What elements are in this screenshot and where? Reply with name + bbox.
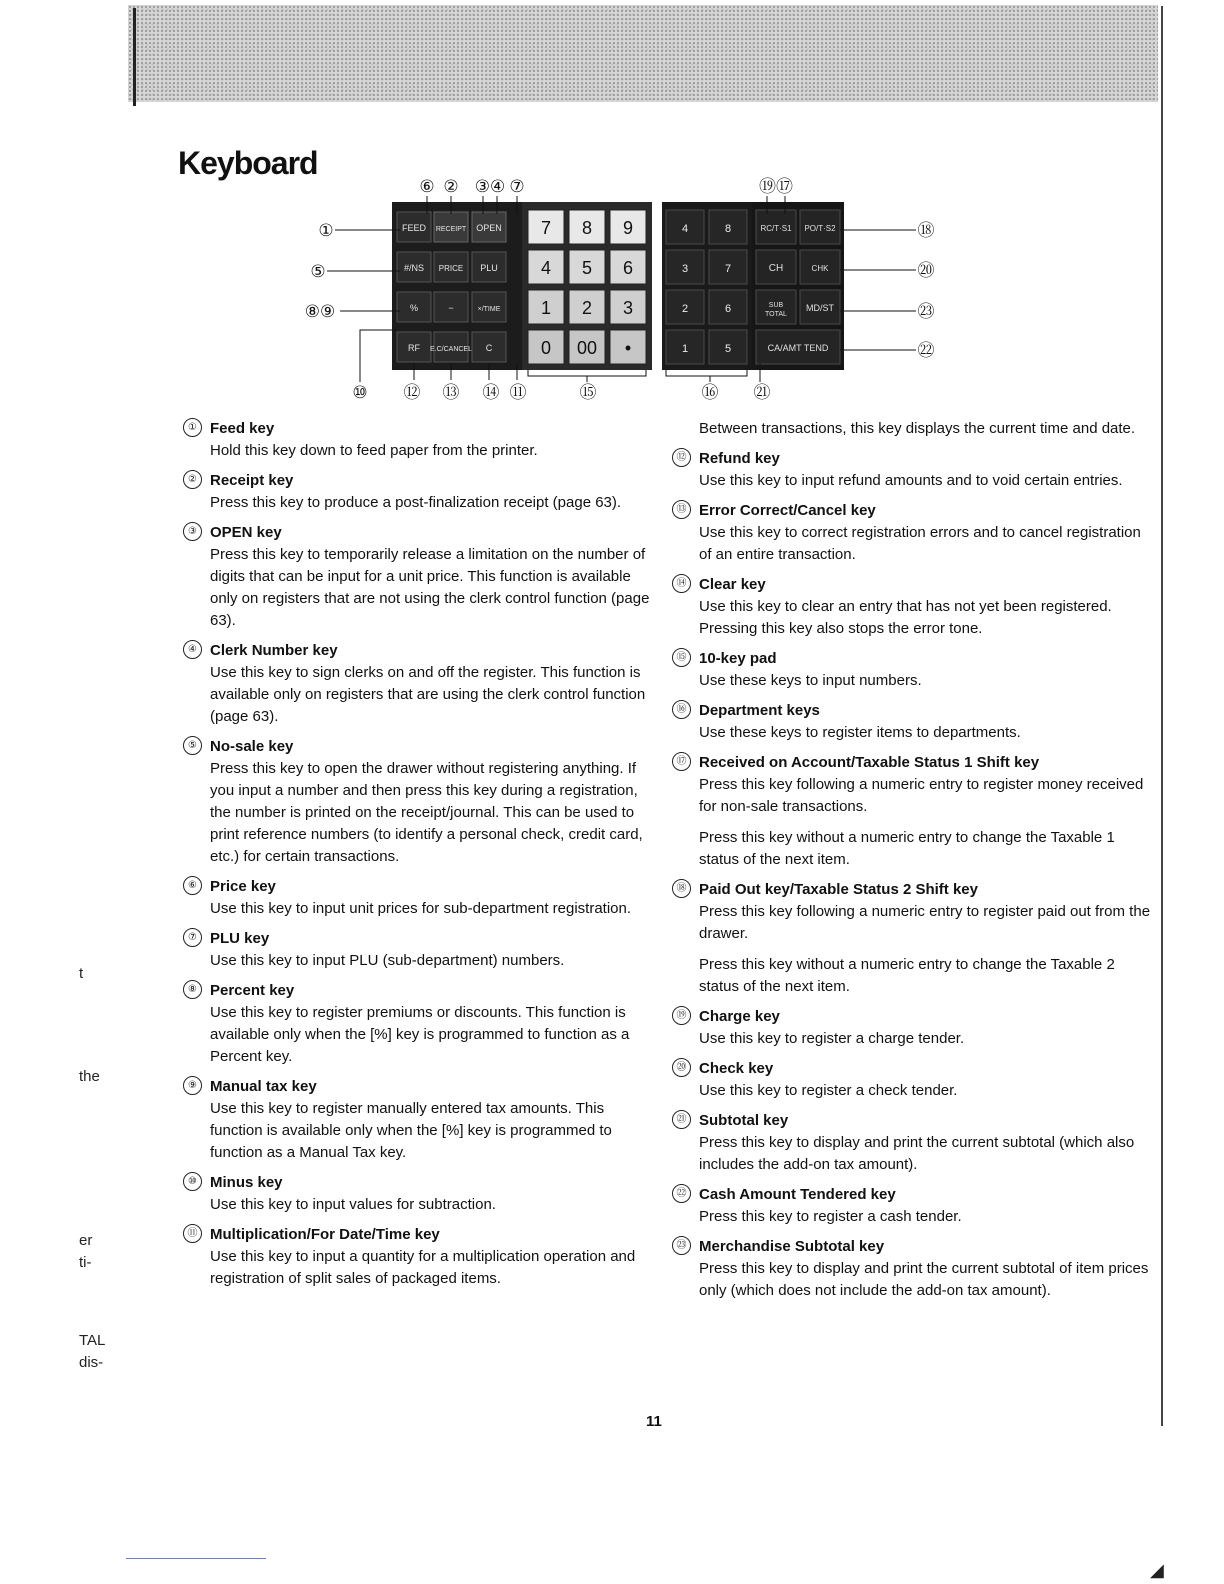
callout-6: ⑥ <box>419 177 435 196</box>
callout-23: ㉓ <box>917 302 935 321</box>
item-description: Use this key to input PLU (sub-department) numbers. <box>210 952 565 969</box>
key-item-department <box>672 700 1152 744</box>
item-title: No-sale key <box>210 738 294 755</box>
margin-fragment: TAL <box>79 1332 106 1349</box>
subtotal-key-label: SUB <box>768 302 784 309</box>
page-number: 11 <box>646 1413 662 1430</box>
key-descriptions-right <box>672 418 1152 1310</box>
item-title: Cash Amount Tendered key <box>699 1186 896 1203</box>
key-item-paid-out <box>672 879 1152 998</box>
key-item-feed <box>183 418 653 462</box>
open-key-label: OPEN <box>476 223 502 233</box>
dept-key-1-label: 1 <box>681 343 689 355</box>
item-description: Use this key to input unit prices for sub-department registration. <box>210 900 632 917</box>
margin-fragment: t <box>79 965 84 982</box>
item-description: Use these keys to register items to departments. <box>699 724 1021 741</box>
item-number-badge: ⑧ <box>183 980 202 999</box>
callout-7: ⑦ <box>509 177 525 196</box>
feed-key-label: FEED <box>401 223 427 233</box>
item-title: Manual tax key <box>210 1078 317 1095</box>
item-description: Use this key to correct registration errors and to cancel registration of an entire transaction. <box>699 524 1141 563</box>
callout-12: ⑫ <box>403 383 421 402</box>
item-title: Minus key <box>210 1174 283 1191</box>
ten-key-0-label: 0 <box>540 338 552 358</box>
ten-key-8-label: 8 <box>581 218 593 238</box>
key-item-subtotal <box>672 1110 1152 1176</box>
page-title: Keyboard <box>178 145 318 181</box>
clear-key-label: C <box>485 343 493 353</box>
item-title: 10-key pad <box>699 650 777 667</box>
key-item-charge <box>672 1006 1152 1050</box>
callout-3-4: ③④ <box>474 177 506 196</box>
item-title: Percent key <box>210 982 295 999</box>
callout-13: ⑬ <box>442 383 460 402</box>
item-title: Received on Account/Taxable Status 1 Shift key <box>699 754 1040 771</box>
item-title: Receipt key <box>210 472 294 489</box>
item-description: Use this key to register premiums or discounts. This function is available only when the [%] key is programmed to function as a Percent key. <box>210 1004 630 1065</box>
item-description: Press this key without a numeric entry to change the Taxable 2 status of the next item. <box>699 956 1115 995</box>
footer-rule <box>126 1558 266 1559</box>
item-description: Use this key to input values for subtraction. <box>210 1196 496 1213</box>
callout-16: ⑯ <box>701 383 719 402</box>
item-description: Use this key to input a quantity for a multiplication operation and registration of split sales of packaged items. <box>210 1248 636 1287</box>
callout-20: ⑳ <box>917 261 935 280</box>
minus-key-label: − <box>448 303 454 313</box>
right-margin-rule <box>1161 6 1163 1426</box>
item-description: Press this key to display and print the current subtotal of item prices only (which does not include the add-on tax amount). <box>699 1260 1149 1299</box>
item-number-badge: ⑰ <box>672 752 691 771</box>
dept-key-6-label: 6 <box>724 303 732 315</box>
item-number-badge: ㉒ <box>672 1184 691 1203</box>
item-description: Use this key to register a check tender. <box>699 1082 958 1099</box>
item-title: Paid Out key/Taxable Status 2 Shift key <box>699 881 978 898</box>
charge-key-label: CH <box>768 263 784 274</box>
dept-key-7-label: 7 <box>724 263 732 275</box>
callout-5: ⑤ <box>310 262 326 281</box>
item-number-badge: ⑪ <box>183 1224 202 1243</box>
key-item-minus <box>183 1172 653 1216</box>
callout-8-9: ⑧⑨ <box>304 302 336 321</box>
item-number-badge: ⑲ <box>672 1006 691 1025</box>
item-number-badge: ⑩ <box>183 1172 202 1191</box>
item-number-badge: ④ <box>183 640 202 659</box>
margin-fragment: dis- <box>79 1354 104 1371</box>
ten-key-9-label: 9 <box>622 218 634 238</box>
corner-mark: ◢ <box>1150 1560 1164 1580</box>
ten-key-6-label: 6 <box>622 258 634 278</box>
error-correct-key-label: E.C/CANCEL <box>429 346 473 353</box>
item-title: Check key <box>699 1060 774 1077</box>
paid-out-key-label: PO/T·S2 <box>804 224 836 233</box>
item-description: Press this key to display and print the current subtotal (which also includes the add-on tax amount). <box>699 1134 1135 1173</box>
dept-key-2-label: 2 <box>681 303 689 315</box>
key-item-cash-amount-tendered <box>672 1184 1152 1228</box>
item-title: Price key <box>210 878 276 895</box>
callout-2: ② <box>443 177 459 196</box>
item-number-badge: ⑮ <box>672 648 691 667</box>
item-number-badge: ㉓ <box>672 1236 691 1255</box>
key-item-check <box>672 1058 1152 1102</box>
callout-14: ⑭ <box>482 383 500 402</box>
ten-key-dot-label: • <box>624 338 632 358</box>
ten-key-7-label: 7 <box>540 218 552 238</box>
item-11-continued-text: Between transactions, this key displays the current time and date. <box>699 420 1136 437</box>
item-description: Press this key to open the drawer without registering anything. If you input a number and then press this key during a registration, the number is printed on the receipt/journal. This can be used to print reference numbers (to identify a personal check, credit card, etc.) for certain transactions. <box>210 760 643 865</box>
item-title: Multiplication/For Date/Time key <box>210 1226 440 1243</box>
item-number-badge: ⑳ <box>672 1058 691 1077</box>
item-title: Merchandise Subtotal key <box>699 1238 885 1255</box>
item-description: Use this key to input refund amounts and to void certain entries. <box>699 472 1123 489</box>
item-number-badge: ① <box>183 418 202 437</box>
item-title: Refund key <box>699 450 780 467</box>
key-item-percent <box>183 980 653 1068</box>
bracket-departments <box>666 370 747 376</box>
callout-1: ① <box>318 221 334 240</box>
item-number-badge: ⑱ <box>672 879 691 898</box>
item-description: Use this key to sign clerks on and off the register. This function is available only on registers that are using the clerk control function (page 63). <box>210 664 646 725</box>
item-description: Press this key without a numeric entry to change the Taxable 1 status of the next item. <box>699 829 1115 868</box>
ten-key-00-label: 00 <box>576 338 598 358</box>
ten-key-5-label: 5 <box>581 258 593 278</box>
item-number-badge: ㉑ <box>672 1110 691 1129</box>
item-number-badge: ⑯ <box>672 700 691 719</box>
key-descriptions-left <box>183 418 653 1298</box>
key-item-merchandise-subtotal <box>672 1236 1152 1302</box>
key-item-plu <box>183 928 653 972</box>
callout-11: ⑪ <box>509 383 527 402</box>
leader-line-10 <box>360 330 396 382</box>
receipt-key-label: RECEIPT <box>435 226 467 233</box>
callout-19-17: ⑲⑰ <box>759 177 793 196</box>
item-number-badge: ⑥ <box>183 876 202 895</box>
item-description: Press this key following a numeric entry to register paid out from the drawer. <box>699 903 1151 942</box>
multiplication-key-label: ×/TIME <box>477 306 501 313</box>
received-on-account-key-label: RC/T·S1 <box>760 224 792 233</box>
dept-key-5-label: 5 <box>724 343 732 355</box>
item-title: Clerk Number key <box>210 642 338 659</box>
ten-key-3-label: 3 <box>622 298 634 318</box>
callout-15: ⑮ <box>579 383 597 402</box>
item-description: Press this key to temporarily release a limitation on the number of digits that can be input for a unit price. This function is available only on registers that are not using the clerk control function (page 63). <box>210 546 650 629</box>
item-number-badge: ⑭ <box>672 574 691 593</box>
key-item-multiplication <box>183 1224 653 1290</box>
item-number-badge: ② <box>183 470 202 489</box>
callout-22: ㉒ <box>917 341 935 360</box>
item-number-badge: ⑦ <box>183 928 202 947</box>
item-description: Press this key to produce a post-finalization receipt (page 63). <box>210 494 622 511</box>
margin-fragment: the <box>79 1068 100 1085</box>
item-description: Use this key to clear an entry that has not yet been registered. Pressing this key also stops the error tone. <box>699 598 1112 637</box>
dept-key-4-label: 4 <box>681 223 689 235</box>
key-item-manual-tax <box>183 1076 653 1164</box>
bracket-ten-key <box>528 370 646 376</box>
item-title: OPEN key <box>210 524 282 541</box>
item-description: Hold this key down to feed paper from the printer. <box>210 442 538 459</box>
item-description: Use this key to register manually entered tax amounts. This function is available only when the [%] key is programmed to function as a Manual Tax key. <box>210 1100 612 1161</box>
key-item-received-on-account <box>672 752 1152 871</box>
merchandise-subtotal-key-label: MD/ST <box>806 303 834 313</box>
dept-key-3-label: 3 <box>681 263 689 275</box>
plu-key-label: PLU <box>480 263 498 273</box>
refund-key-label: RF <box>408 343 420 353</box>
item-description: Press this key following a numeric entry to register money received for non-sale transactions. <box>699 776 1144 815</box>
key-item-open <box>183 522 653 632</box>
item-title: Subtotal key <box>699 1112 789 1129</box>
item-description: Press this key to register a cash tender. <box>699 1208 962 1225</box>
callout-21: ㉑ <box>753 383 771 402</box>
margin-fragment: er <box>79 1232 93 1249</box>
header-bar <box>133 8 136 106</box>
dept-key-8-label: 8 <box>724 223 732 235</box>
item-title: PLU key <box>210 930 270 947</box>
callout-18: ⑱ <box>917 221 935 240</box>
key-item-clear <box>672 574 1152 640</box>
price-key-label: PRICE <box>438 264 464 273</box>
item-description: Use these keys to input numbers. <box>699 672 922 689</box>
keyboard-diagram <box>300 170 960 405</box>
subtotal-key-label-2: TOTAL <box>765 311 787 318</box>
key-item-clerk-number <box>183 640 653 728</box>
item-number-badge: ③ <box>183 522 202 541</box>
item-number-badge: ⑤ <box>183 736 202 755</box>
percent-key-label: % <box>409 303 419 313</box>
key-item-ten-key-pad <box>672 648 1152 692</box>
item-title: Error Correct/Cancel key <box>699 502 876 519</box>
item-number-badge: ⑫ <box>672 448 691 467</box>
key-item-price <box>183 876 653 920</box>
ten-key-2-label: 2 <box>581 298 593 318</box>
item-number-badge: ⑨ <box>183 1076 202 1095</box>
item-title: Clear key <box>699 576 766 593</box>
item-title: Department keys <box>699 702 820 719</box>
cash-amount-tendered-key-label: CA/AMT TEND <box>767 343 829 353</box>
no-sale-key-label: #/NS <box>403 263 425 273</box>
header-band <box>128 5 1158 102</box>
key-item-no-sale <box>183 736 653 868</box>
item-number-badge: ⑬ <box>672 500 691 519</box>
check-key-label: CHK <box>811 264 829 273</box>
item-title: Charge key <box>699 1008 780 1025</box>
item-description: Use this key to register a charge tender. <box>699 1030 965 1047</box>
key-item-refund <box>672 448 1152 492</box>
ten-key-1-label: 1 <box>540 298 552 318</box>
margin-fragment: ti- <box>79 1254 92 1271</box>
key-item-receipt <box>183 470 653 514</box>
item-title: Feed key <box>210 420 275 437</box>
callout-10: ⑩ <box>352 383 368 402</box>
ten-key-4-label: 4 <box>540 258 552 278</box>
key-item-error-correct <box>672 500 1152 566</box>
